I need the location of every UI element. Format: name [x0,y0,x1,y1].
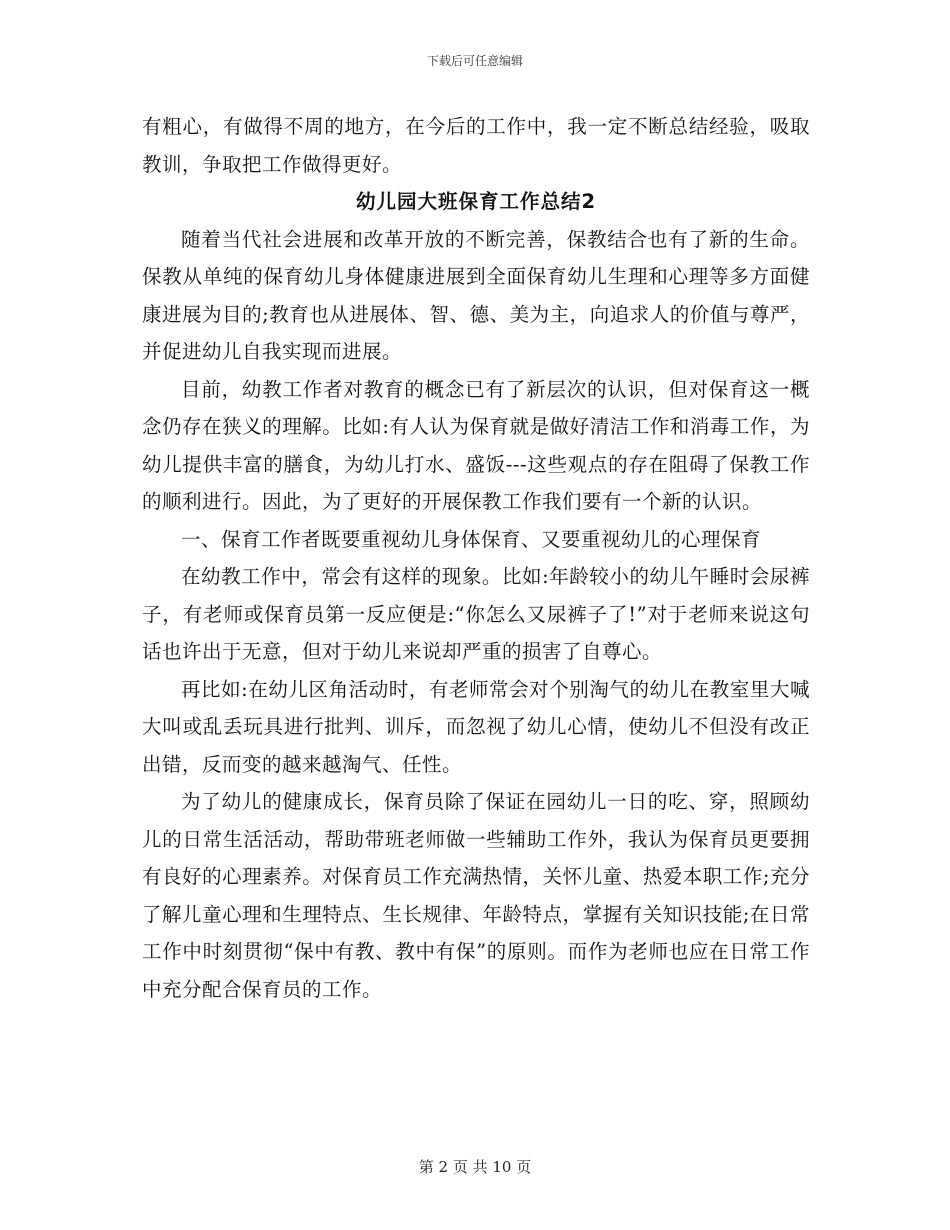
paragraph-5: 为了幼儿的健康成长，保育员除了保证在园幼儿一日的吃、穿，照顾幼儿的日常生活活动，帮助带班老师做一些辅助工作外，我认为保育员更要拥有良好的心理素养。对保育员工作充满热情，关怀儿童、热爱本职工作;充分了解儿童心理和生理特点、生长规律、年龄特点，掌握有关知识技能;在日常工作中时刻贯彻“保中有教、教中有保”的原则。而作为老师也应在日常工作中充分配合保育员的工作。 [142,790,810,1001]
document-body [142,108,810,1008]
section-title: 幼儿园大班保育工作总结2 [355,190,597,213]
page-number-footer: 第 2 页 共 10 页 [418,1158,532,1176]
paragraph-2: 目前，幼教工作者对教育的概念已有了新层次的认识，但对保育这一概念仍存在狭义的理解。比如:有人认为保育就是做好清洁工作和消毒工作，为幼儿提供丰富的膳食，为幼儿打水、盛饭---这些观点的存在阻碍了保教工作的顺利进行。因此，为了更好的开展保教工作我们要有一个新的认识。 [142,377,810,513]
paragraph-3: 在幼教工作中，常会有这样的现象。比如:年龄较小的幼儿午睡时会尿裤子，有老师或保育员第一反应便是:“你怎么又尿裤子了!”对于老师来说这句话也许出于无意，但对于幼儿来说却严重的损害了自尊心。 [142,565,810,663]
paragraph-4: 再比如:在幼儿区角活动时，有老师常会对个别淘气的幼儿在教室里大喊大叫或乱丢玩具进行批判、训斥，而忽视了幼儿心情，使幼儿不但没有改正出错，反而变的越来越淘气、任性。 [142,677,810,776]
header-editable-note: 下载后可任意编辑 [426,54,523,68]
paragraph-1: 随着当代社会进展和改革开放的不断完善，保教结合也有了新的生命。保教从单纯的保育幼儿身体健康进展到全面保育幼儿生理和心理等多方面健康进展为目的;教育也从进展体、智、德、美为主，向追求人的价值与尊严，并促进幼儿自我实现而进展。 [142,227,810,363]
paragraph-heading-1: 一、保育工作者既要重视幼儿身体保育、又要重视幼儿的心理保育 [181,527,762,551]
continuation-paragraph: 有粗心，有做得不周的地方，在今后的工作中，我一定不断总结经验，吸取教训，争取把工作做得更好。 [142,115,810,176]
